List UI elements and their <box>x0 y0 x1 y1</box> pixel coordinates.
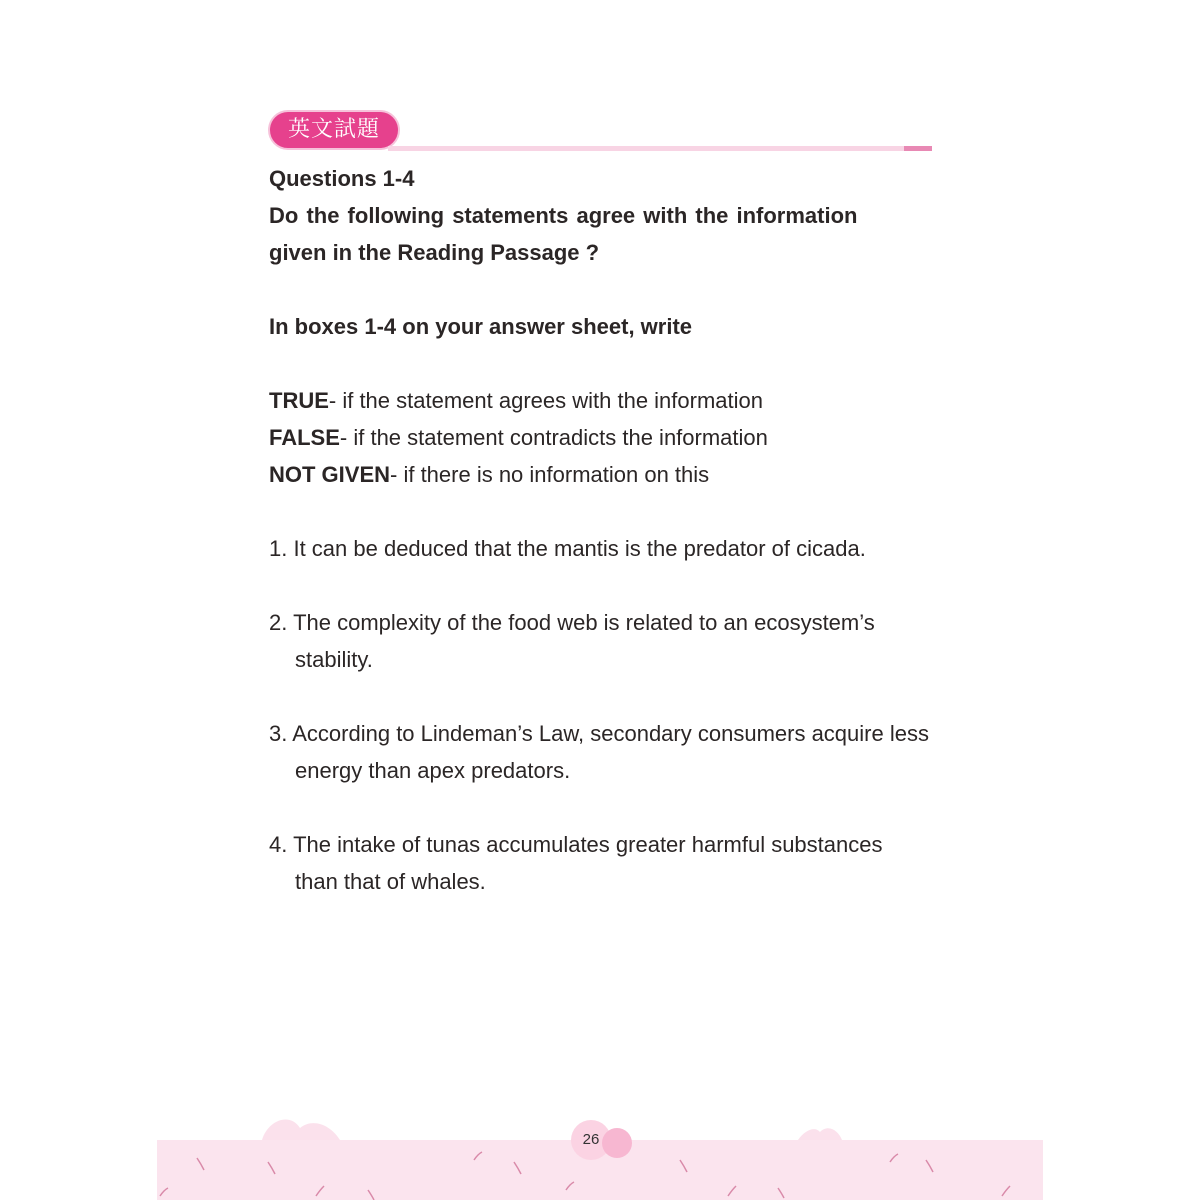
question-item: 1. It can be deduced that the mantis is the predator of cicada. <box>269 536 866 561</box>
definition-text: - if there is no information on this <box>390 462 710 487</box>
question-item: 4. The intake of tunas accumulates greater harmful substances than that of whales. <box>269 832 883 894</box>
definition-term: FALSE <box>269 425 340 450</box>
instruction-line-1: Do the following statements agree with the information <box>269 203 858 228</box>
definition-text: - if the statement contradicts the information <box>339 425 768 450</box>
definition-term: NOT GIVEN <box>269 462 391 487</box>
question-item: 3. According to Lindeman’s Law, secondary consumers acquire less energy than apex predators. <box>269 721 929 783</box>
page-number: 26 <box>571 1120 611 1160</box>
answer-instruction: In boxes 1-4 on your answer sheet, write <box>269 314 693 339</box>
definition-text: - if the statement agrees with the information <box>328 388 763 413</box>
definition-term: TRUE <box>269 388 329 413</box>
instruction-line-2: given in the Reading Passage ? <box>269 240 600 265</box>
page-number-bubble <box>602 1128 632 1158</box>
question-item: 2. The complexity of the food web is related to an ecosystem’s stability. <box>269 610 875 672</box>
section-tag: 英文試題 <box>268 110 400 150</box>
questions-title: Questions 1-4 <box>269 166 415 191</box>
